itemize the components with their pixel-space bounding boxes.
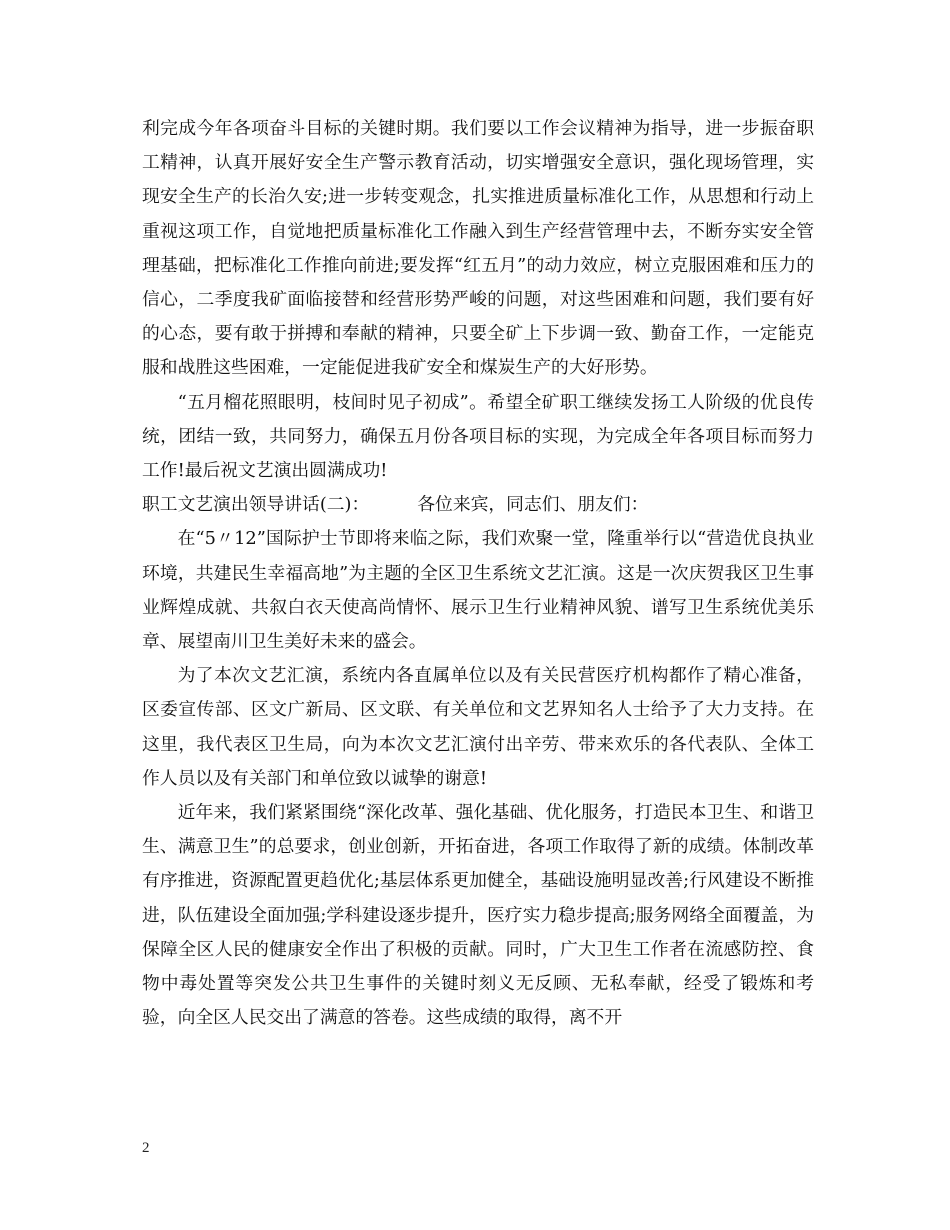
paragraph-1: 利完成今年各项奋斗目标的关键时期。我们要以工作会议精神为指导，进一步振奋职工精神，认真开展好安全生产警示教育活动，切实增强安全意识，强化现场管理，实现安全生产的长治久安;进一步转变观念，扎实推进质量标准化工作，从思想和行动上重视这项工作，自觉地把质量标准化工作融入到生产经营管理中去，不断夯实安全管理基础，把标准化工作推向前进;要发挥“红五月”的动力效应，树立克服困难和压力的信心，二季度我矿面临接替和经营形势严峻的问题，对这些困难和问题，我们要有好的心态，要有敢于拼搏和奉献的精神，只要全矿上下步调一致、勤奋工作，一定能克服和战胜这些困难，一定能促进我矿安全和煤炭生产的大好形势。 xyxy=(142,118,814,379)
paragraph-5: 近年来，我们紧紧围绕“深化改革、强化基础、优化服务，打造民本卫生、和谐卫生、满意卫生”的总要求，创业创新，开拓奋进，各项工作取得了新的成绩。体制改革有序推进，资源配置更趋优化;基层体系更加健全，基础设施明显改善;行风建设不断推进，队伍建设全面加强;学科建设逐步提升，医疗实力稳步提高;服务网络全面覆盖，为保障全区人民的健康安全作出了积极的贡献。同时，广大卫生工作者在流感防控、食物中毒处置等突发公共卫生事件的关键时刻义无反顾、无私奉献，经受了锻炼和考验，向全区人民交出了满意的答卷。这些成绩的取得，离不开 xyxy=(142,802,814,1029)
page-number: 2 xyxy=(142,1140,150,1156)
paragraph-4: 为了本次文艺汇演，系统内各直属单位以及有关民营医疗机构都作了精心准备，区委宣传部、区文广新局、区文联、有关单位和文艺界知名人士给予了大力支持。在这里，我代表区卫生局，向为本次文艺汇演付出辛劳、带来欢乐的各代表队、全体工作人员以及有关部门和单位致以诚挚的谢意! xyxy=(142,665,814,789)
speech-greeting: 各位来宾，同志们、朋友们： xyxy=(417,494,649,516)
paragraph-2: “五月榴花照眼明，枝间时见子初成”。希望全矿职工继续发扬工人阶级的优良传统，团结一致，共同努力，确保五月份各项目标的实现，为完成全年各项目标而努力工作!最后祝文艺演出圆满成功! xyxy=(142,391,814,482)
paragraph-3: 在“5〃12”国际护士节即将来临之际，我们欢聚一堂，隆重举行以“营造优良执业环境，共建民生幸福高地”为主题的全区卫生系统文艺汇演。这是一次庆贺我区卫生事业辉煌成就、共叙白衣天使高尚情怀、展示卫生行业精神风貌、谱写卫生系统优美乐章、展望南川卫生美好未来的盛会。 xyxy=(142,528,814,653)
speech-heading xyxy=(142,488,814,522)
speech-title: 职工文艺演出领导讲话(二)： xyxy=(142,494,370,516)
document-body xyxy=(142,112,814,1035)
